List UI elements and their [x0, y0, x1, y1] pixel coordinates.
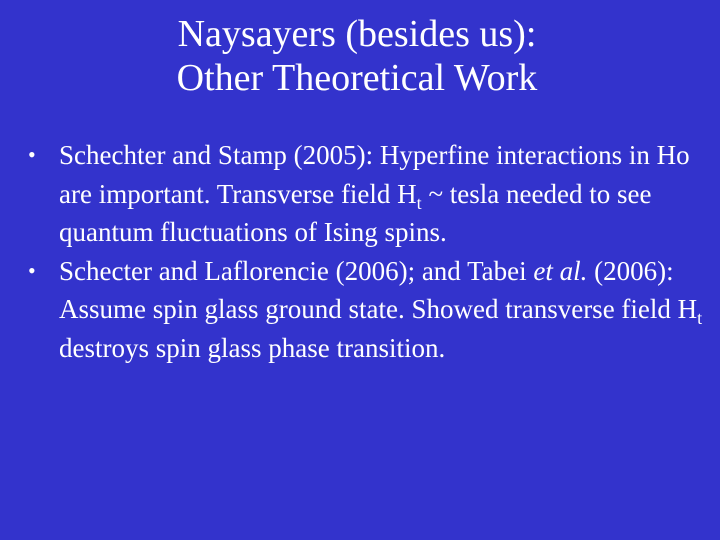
- slide-title: [0, 12, 714, 100]
- bullet-2-text-b: (2006): Assume spin glass ground state. Showed transverse field H: [59, 255, 698, 324]
- bullet-2-subscript: t: [697, 308, 703, 328]
- bullet-2-italic: et al.: [533, 255, 588, 286]
- bullet-1-text-a: Schechter and Stamp (2005): Hyperfine interactions in Ho are important. Transverse field H: [59, 140, 690, 209]
- bullet-1-text-b: ~ tesla needed to see quantum fluctuations of Ising spins.: [59, 178, 652, 247]
- bullet-item-1: [28, 136, 708, 252]
- bullet-1-subscript: t: [416, 192, 422, 213]
- bullet-2-text-c: destroys spin glass phase transition.: [59, 332, 446, 363]
- bullet-item-2: [28, 252, 708, 368]
- title-line-2: Other Theoretical Work: [176, 57, 538, 99]
- bullet-2-text-a: Schecter and Laflorencie (2006); and Tabei: [59, 255, 534, 286]
- bullet-marker-icon: •: [28, 142, 36, 167]
- title-line-1: Naysayers (besides us):: [177, 13, 537, 55]
- bullet-marker-icon: •: [28, 257, 36, 283]
- bullet-list: [28, 136, 708, 367]
